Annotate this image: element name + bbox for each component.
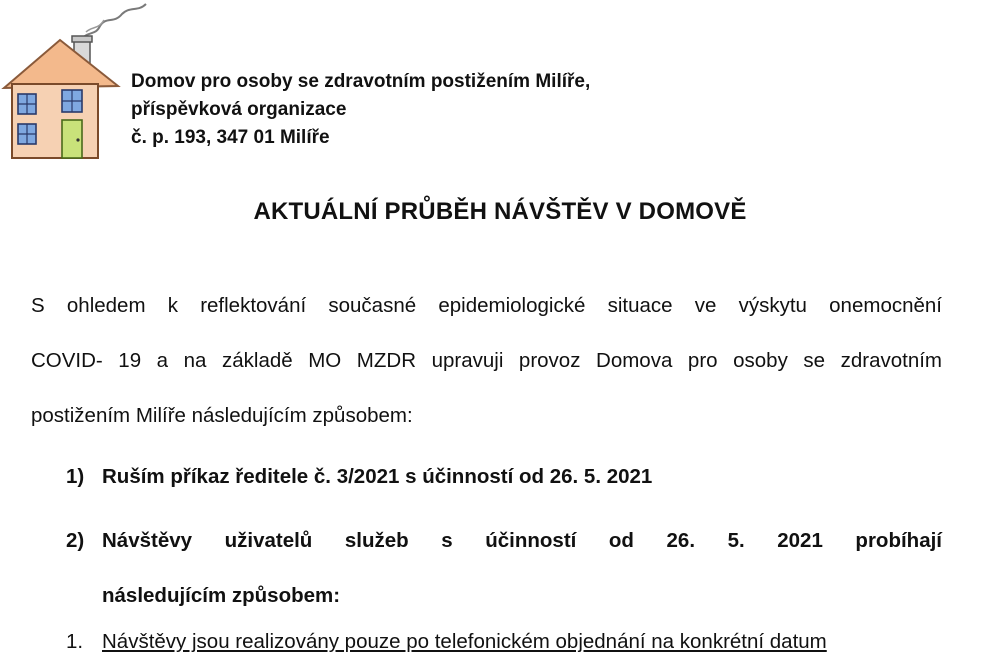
intro-line: postižením Milíře následujícím způsobem: [31,404,413,427]
list-item-number: 2) [66,529,85,552]
list-item [66,458,942,513]
sub-list-number: 1. [66,630,84,653]
list-item-text: Návštěvy uživatelů služeb s účinností od 26. 5. 2021 probíhají [102,529,942,552]
intro-paragraph [31,278,942,443]
org-address: č. p. 193, 347 01 Milíře [131,127,330,148]
sub-list-item [66,622,942,662]
list-item-number: 1) [66,465,85,488]
org-type: příspěvková organizace [131,99,347,120]
numbered-list [66,458,942,623]
organization-header [131,68,590,152]
org-name: Domov pro osoby se zdravotním postižením Milíře, [131,71,591,92]
list-item-text: následujícím způsobem: [102,584,341,607]
list-item-text: Ruším příkaz ředitele č. 3/2021 s účinností od 26. 5. 2021 [102,465,653,488]
smoke-icon [80,4,146,40]
list-item [66,513,942,623]
document-title: AKTUÁLNÍ PRŮBĚH NÁVŠTĚV V DOMOVĚ [253,198,747,225]
roof-icon [4,40,118,88]
house-logo-icon [0,0,150,165]
intro-line: COVID- 19 a na základě MO MZDR upravuji provoz Domova pro osoby se zdravotním [31,349,942,372]
sub-list-text: Návštěvy jsou realizovány pouze po telefonickém objednání na konkrétní datum [102,630,827,653]
intro-line: S ohledem k reflektování současné epidemiologické situace ve výskytu onemocnění [31,294,942,317]
